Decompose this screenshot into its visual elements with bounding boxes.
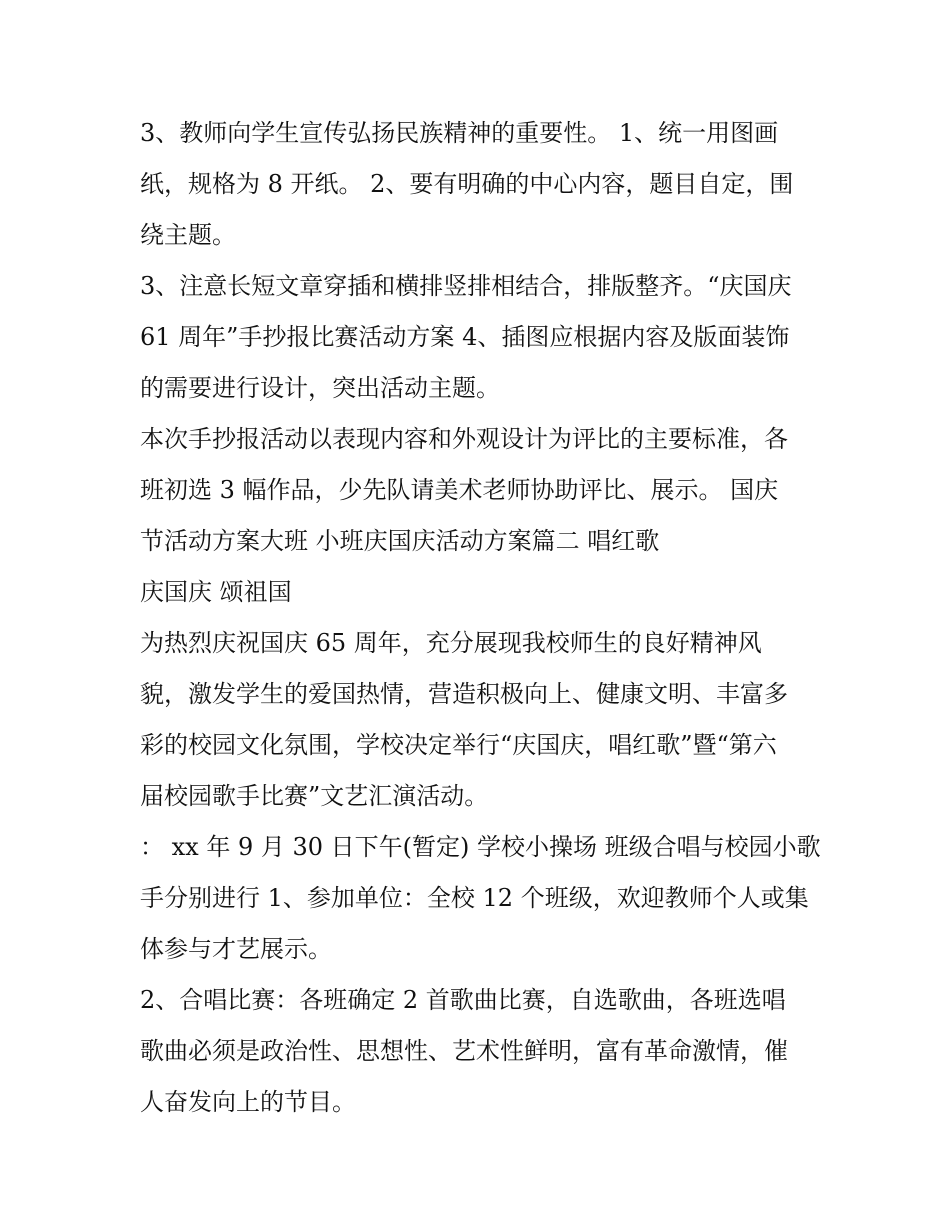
text-line: 为热烈庆祝国庆 65 周年，充分展现我校师生的良好精神风 [140,629,762,657]
text-line: 3、注意长短文章穿插和横排竖排相结合，排版整齐。“庆国庆 [140,272,792,300]
text-line: ： xx 年 9 月 30 日下午(暂定) 学校小操场 班级合唱与校园小歌 [140,833,821,861]
paragraph-5 [140,618,820,822]
text-line: 班初选 3 幅作品，少先队请美术老师协助评比、展示。 国庆 [140,476,779,504]
text-line: 人奋发向上的节目。 [140,1088,356,1116]
text-line: 体参与才艺展示。 [140,935,332,963]
document-body [140,108,820,1128]
text-line: 手分别进行 1、参加单位：全校 12 个班级，欢迎教师个人或集 [140,884,809,912]
paragraph-2 [140,261,820,414]
paragraph-3 [140,414,820,567]
text-line: 3、教师向学生宣传弘扬民族精神的重要性。 1、统一用图画 [140,119,779,147]
text-line: 2、合唱比赛：各班确定 2 首歌曲比赛，自选歌曲，各班选唱 [140,986,786,1014]
text-line: 的需要进行设计，突出活动主题。 [140,374,500,402]
text-line: 歌曲必须是政治性、思想性、艺术性鲜明，富有革命激情，催 [140,1037,788,1065]
text-line: 本次手抄报活动以表现内容和外观设计为评比的主要标准，各 [140,425,788,453]
text-line: 庆国庆 颂祖国 [140,578,292,606]
text-line: 61 周年”手抄报比赛活动方案 4、插图应根据内容及版面装饰 [140,323,790,351]
paragraph-4 [140,567,820,618]
text-line: 彩的校园文化氛围，学校决定举行“庆国庆，唱红歌”暨“第六 [140,731,777,759]
paragraph-1 [140,108,820,261]
paragraph-6 [140,822,820,975]
text-line: 届校园歌手比赛”文艺汇演活动。 [140,782,489,810]
text-line: 节活动方案大班 小班庆国庆活动方案篇二 唱红歌 [140,527,660,555]
text-line: 纸，规格为 8 开纸。 2、要有明确的中心内容，题目自定，围 [140,170,794,198]
paragraph-7 [140,975,820,1128]
text-line: 绕主题。 [140,221,236,249]
text-line: 貌，激发学生的爱国热情，营造积极向上、健康文明、丰富多 [140,680,788,708]
